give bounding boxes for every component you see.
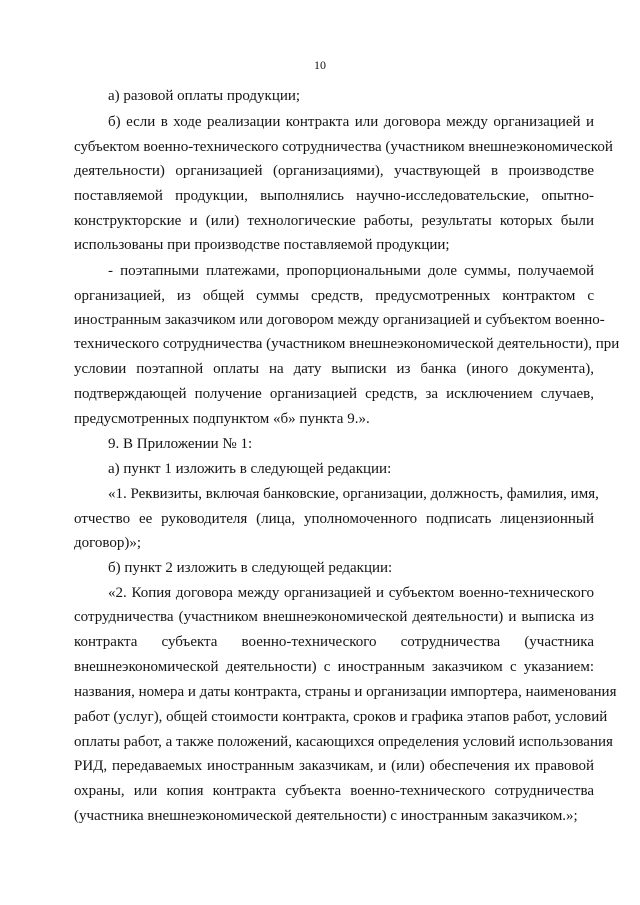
text-line: деятельности) организацией (организациями), участвующей в производстве (74, 163, 594, 179)
text-line: договор)»; (74, 535, 142, 551)
text-line: РИД, передаваемых иностранным заказчикам, и (или) обеспечения их правовой (74, 758, 594, 774)
text-line: использованы при производстве поставляемой продукции; (74, 237, 450, 253)
text-line: контракта субъекта военно-технического сотрудничества (участника (74, 634, 594, 650)
text-line: организацией, из общей суммы средств, предусмотренных контрактом с (74, 288, 594, 304)
text-line: конструкторские и (или) технологические работы, результаты которых были (74, 213, 594, 229)
text-line: «1. Реквизиты, включая банковские, организации, должность, фамилия, имя, (108, 486, 599, 502)
text-line: «2. Копия договора между организацией и субъектом военно-технического (108, 585, 594, 601)
page-number: 10 (314, 58, 326, 72)
text-line: внешнеэкономической деятельности) с иностранным заказчиком с указанием: (74, 659, 594, 675)
text-line: названия, номера и даты контракта, страны и организации импортера, наименования (74, 684, 617, 700)
text-line: технического сотрудничества (участником внешнеэкономической деятельности), при (74, 336, 620, 352)
text-line: б) если в ходе реализации контракта или договора между организацией и (108, 114, 594, 130)
text-line: работ (услуг), общей стоимости контракта, сроков и графика этапов работ, условий (74, 709, 608, 725)
text-line: а) пункт 1 изложить в следующей редакции: (108, 461, 392, 477)
text-line: (участника внешнеэкономической деятельности) с иностранным заказчиком.»; (74, 808, 578, 824)
text-line: сотрудничества (участником внешнеэкономической деятельности) и выписка из (74, 609, 594, 625)
text-line: предусмотренных подпунктом «б» пункта 9.». (74, 411, 370, 427)
text-line: подтверждающей получение организацией средств, за исключением случаев, (74, 386, 594, 402)
text-line: - поэтапными платежами, пропорциональными доле суммы, получаемой (108, 263, 594, 279)
text-line: отчество ее руководителя (лица, уполномоченного подписать лицензионный (74, 511, 594, 527)
text-line: субъектом военно-технического сотрудничества (участником внешнеэкономической (74, 139, 613, 155)
text-line: иностранным заказчиком или договором между организацией и субъектом военно- (74, 312, 605, 328)
text-line: условии поэтапной оплаты на дату выписки из банка (иного документа), (74, 361, 594, 377)
text-line: б) пункт 2 изложить в следующей редакции: (108, 560, 393, 576)
text-line: 9. В Приложении № 1: (108, 436, 253, 452)
text-line: охраны, или копия контракта субъекта военно-технического сотрудничества (74, 783, 594, 799)
text-line: а) разовой оплаты продукции; (108, 88, 301, 104)
text-line: поставляемой продукции, выполнялись научно-исследовательские, опытно- (74, 188, 594, 204)
text-line: оплаты работ, а также положений, касающихся определения условий использования (74, 734, 613, 750)
